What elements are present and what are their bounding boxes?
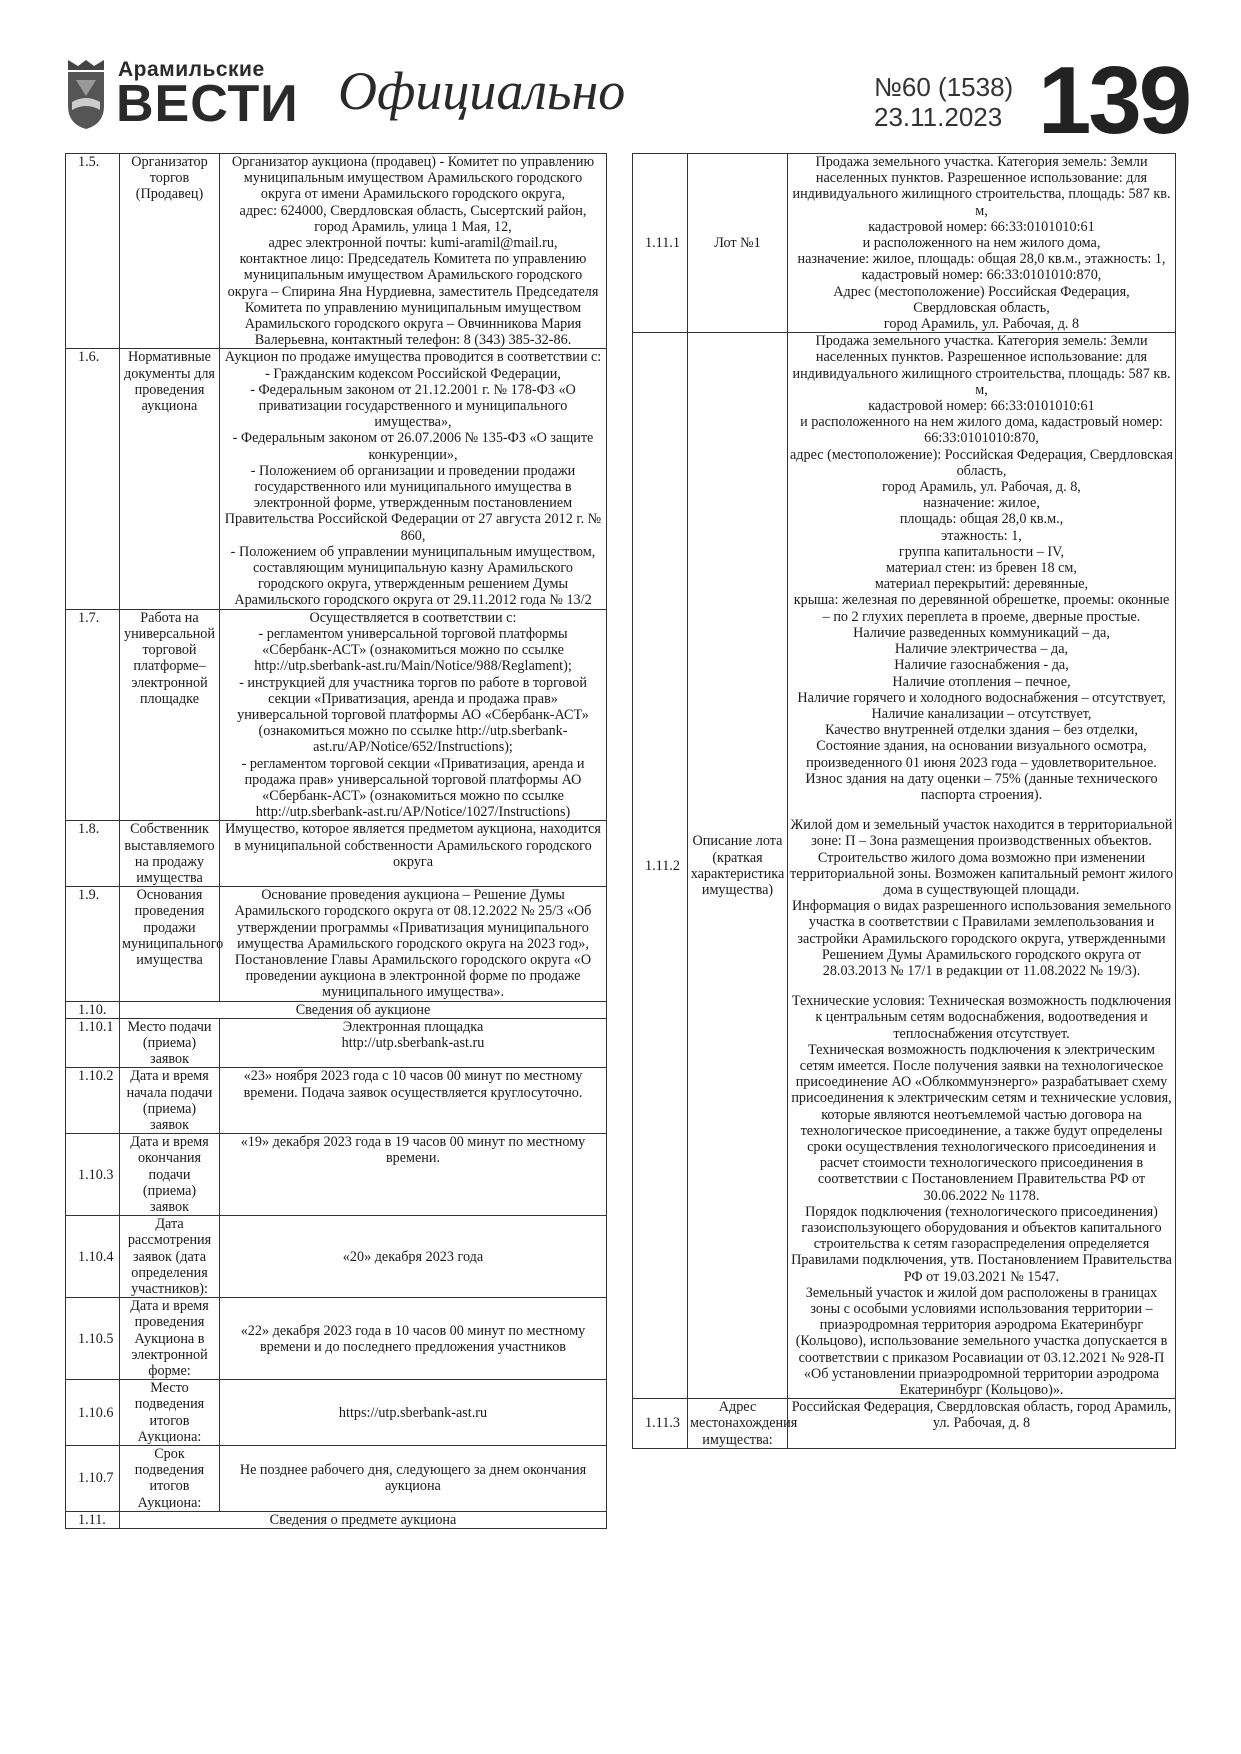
row-content (220, 1446, 607, 1512)
row-label: Основания проведения продажи муниципального имущества (120, 887, 220, 1001)
row-label: Адрес местонахождения имущества: (688, 1399, 788, 1449)
issue-info (874, 72, 1013, 132)
content-line: «23» ноября 2023 года с 10 часов 00 минут по местному времени. Подача заявок осуществляется круглосуточно. (243, 1068, 583, 1101)
content-line (790, 803, 1173, 817)
section-row-auction (66, 1001, 607, 1018)
issue-number: №60 (1538) (874, 72, 1014, 102)
row-number: 1.6. (66, 349, 120, 609)
section-row-subject (66, 1511, 607, 1528)
row-number: 1.10.3 (66, 1134, 120, 1216)
content-line: Качество внутренней отделки здания – без отделки, (825, 722, 1138, 739)
table-row (66, 609, 607, 821)
row-number: 1.8. (66, 821, 120, 887)
row-number: 1.11.2 (633, 333, 688, 1399)
row-content (220, 1216, 607, 1298)
row-content (220, 887, 607, 1001)
row-number: 1.5. (66, 154, 120, 349)
content-line: Информация о видах разрешенного использования земельного участка в соответствии с Правилами землепользования и застройки Арамильского городского округа, утвержденными Решением Думы Арамильского городского округа от 28.03.2013 № 17/1 в редакции от 11.08.2022 № 19/3). (791, 898, 1172, 979)
table-row (633, 1399, 1176, 1449)
table-row (66, 154, 607, 349)
content-line: Порядок подключения (технологического присоединения) газоиспользующего оборудования и объектов капитального строительства к сетям газораспределения определяется Правилами подключения, утв. Постановлением Правительства РФ от 19.03.2021 № 1547. (791, 1203, 1172, 1285)
content-line: Наличие электричества – да, (894, 641, 1069, 658)
content-line: материал перекрытий: деревянные, (874, 576, 1089, 593)
content-line: - регламентом универсальной торговой платформы «Сбербанк-АСТ» (ознакомиться можно по ссылке http://utp.sberbank-ast.ru/Main/Notice/988/Reglament); (254, 625, 572, 675)
content-line: и расположенного на нем жилого дома, кадастровый номер: 66:33:0101010:870, (800, 414, 1163, 447)
content-line: - Федеральным законом от 21.12.2001 г. № 178-ФЗ «О приватизации государственного и муниципального имущества», (250, 381, 576, 431)
table-row (66, 1134, 607, 1216)
content-line: «20» декабря 2023 года (342, 1248, 484, 1265)
content-line: площадь: общая 28,0 кв.м., (899, 511, 1064, 528)
content-line: Наличие газоснабжения - да, (894, 657, 1069, 674)
content-line (790, 979, 1173, 993)
content-line: кадастровой номер: 66:33:0101010:61 (868, 398, 1095, 415)
content-line: Основание проведения аукциона – Решение Думы Арамильского городского округа от 08.12.2022 № 25/3 «Об утверждении программы «Приватизация муниципального имущества Арамильского городского округа на 2023 год», Постановление Главы Арамильского городского округа «О проведении аукциона в электронной форме по продаже муниципального имущества». (234, 887, 592, 1001)
section-title: Сведения о предмете аукциона (120, 1511, 607, 1528)
table-row (66, 1018, 607, 1068)
content-line: назначение: жилое, площадь: общая 28,0 кв.м., этажность: 1, кадастровый номер: 66:33:0101010:870, (797, 251, 1166, 284)
table-row (633, 154, 1176, 333)
content-line: - Федеральным законом от 26.07.2006 № 135-ФЗ «О защите конкуренции», (232, 430, 594, 463)
page-number: 139 (1038, 47, 1190, 154)
content-line: Техническая возможность подключения к электрическим сетям имеется. После получения заявки на технологическое присоединение АО «Облкоммунэнерго» разрабатывает схему присоединения к электрическим сетям и технические условия, которые являются неотъемлемой частью договора на технологическое присоединение, а также будут определены сроки осуществления технологического присоединения и расчет стоимости технологического присоединения в соответствии с Постановлением Правительства РФ от 30.06.2022 № 1178. (791, 1041, 1172, 1204)
row-label: Работа на универсальной торговой платформе–электронной площадке (120, 609, 220, 821)
table-row (66, 1068, 607, 1134)
content-line: - Положением об организации и проведении продажи государственного или муниципального имущества в электронной форме, утвержденным постановлением Правительства Российской Федерации от 27 августа 2012 г. № 860, (224, 462, 602, 544)
content-line: адрес (местоположение): Российская Федерация, Свердловская область, (790, 446, 1174, 479)
content-line: Износ здания на дату оценки – 75% (данные технического паспорта строения). (805, 770, 1158, 803)
row-label: Организатор торгов (Продавец) (120, 154, 220, 349)
table-row (66, 1298, 607, 1380)
content-line: Адрес (местоположение) Российская Федерация, Свердловская область, (833, 283, 1130, 316)
content-line: группа капитальности – IV, (898, 543, 1065, 560)
row-label: Дата рассмотрения заявок (дата определения участников): (120, 1216, 220, 1298)
content-line: http://utp.sberbank-ast.ru (341, 1034, 485, 1051)
content-line: Организатор аукциона (продавец) - Комитет по управлению муниципальным имуществом Арамильского городского округа от имени Арамильского городского округа, (231, 154, 595, 203)
row-content (220, 1134, 607, 1216)
row-content (220, 349, 607, 609)
content-line: Наличие канализации – отсутствует, (871, 705, 1092, 722)
row-label: Лот №1 (688, 154, 788, 333)
content-line: - регламентом торговой секции «Приватизация, аренда и продажа прав» универсальной торговой платформы АО «Сбербанк-АСТ» (ознакомиться можно по ссылке http://utp.sberbank-ast.ru/AP/Notice/1027/Instructions) (241, 755, 585, 821)
section-title: Официально (338, 61, 626, 121)
content-line: - инструкцией для участника торгов по работе в торговой секции «Приватизация, аренда и продажа прав» универсальной торговой платформы АО «Сбербанк-АСТ» (ознакомиться можно по ссылке http://utp.sberbank-ast.ru/AP/Notice/652/Instructions); (237, 674, 589, 756)
table-row (66, 1446, 607, 1512)
content-line: Электронная площадка (342, 1018, 484, 1035)
section-title: Сведения об аукционе (120, 1001, 607, 1018)
content-line: Наличие разведенных коммуникаций – да, (853, 624, 1110, 641)
content-line: Технические условия: Техническая возможность подключения к центральным сетям водоснабжения, водоотведения и теплоснабжения отсутствует. (791, 993, 1172, 1042)
content-line: Продажа земельного участка. Категория земель: Земли населенных пунктов. Разрешенное использование: для индивидуального жилищного строительства, площадь: 587 кв. м, (792, 154, 1171, 219)
row-label: Дата и время проведения Аукциона в электронной форме: (120, 1298, 220, 1380)
content-line: адрес: 624000, Свердловская область, Сысертский район, город Арамиль, улица 1 Мая, 12, (239, 202, 587, 235)
content-line: адрес электронной почты: kumi-aramil@mail.ru, (268, 235, 558, 252)
page-header (62, 47, 1190, 154)
row-number: 1.10.5 (66, 1298, 120, 1380)
content-line: город Арамиль, ул. Рабочая, д. 8 (883, 316, 1080, 333)
content-line: этажность: 1, (941, 527, 1022, 544)
content-line: и расположенного на нем жилого дома, (862, 235, 1101, 252)
table-row (66, 821, 607, 887)
table-row (66, 1380, 607, 1446)
content-line: Осуществляется в соответствии с: (309, 609, 517, 626)
content-line: назначение: жилое, (923, 495, 1040, 512)
content-line: Состояние здания, на основании визуального осмотра, произведенного 01 июня 2023 года – удовлетворительное. (806, 738, 1157, 771)
content-line: https://utp.sberbank-ast.ru (338, 1404, 488, 1421)
row-label: Место подведения итогов Аукциона: (120, 1380, 220, 1446)
content-line: Не позднее рабочего дня, следующего за днем окончания аукциона (239, 1462, 587, 1495)
row-number: 1.10.2 (66, 1068, 120, 1134)
content-line: Продажа земельного участка. Категория земель: Земли населенных пунктов. Разрешенное использование: для индивидуального жилищного строительства, площадь: 587 кв. м, (792, 333, 1171, 398)
content-line: материал стен: из бревен 18 см, (886, 560, 1077, 577)
auction-info-table-left (65, 153, 607, 1529)
content-line: город Арамиль, ул. Рабочая, д. 8, (882, 479, 1081, 496)
row-content (220, 1068, 607, 1134)
row-content (220, 1298, 607, 1380)
section-number: 1.10. (66, 1001, 120, 1018)
content-line: - Гражданским кодексом Российской Федерации, (265, 365, 561, 382)
content-line: «22» декабря 2023 года в 10 часов 00 минут по местному времени и до последнего предложения участников (240, 1322, 586, 1355)
row-content (788, 154, 1176, 333)
row-number: 1.7. (66, 609, 120, 821)
content-line: Жилой дом и земельный участок находится в территориальной зоне: П – Зона размещения производственных объектов. Строительство жилого дома возможно при изменении территориальной зоны. Возможен капитальный ремонт жилого дома в существующей площади. (790, 817, 1173, 898)
row-number: 1.11.3 (633, 1399, 688, 1449)
table-row (66, 1216, 607, 1298)
content-line: Земельный участок и жилой дом расположены в границах зоны с особыми условиями использования территории – приаэродромная территория аэродрома Екатеринбург (Кольцово), использование земельного участка допускается в соответствии с приказом Росавиации от 03.12.2021 № 928-П «Об установлении приаэродромной территории аэродрома Екатеринбург (Кольцово)». (795, 1284, 1168, 1399)
table-row (66, 349, 607, 609)
row-number: 1.10.4 (66, 1216, 120, 1298)
content-line: Российская Федерация, Свердловская область, город Арамиль, ул. Рабочая, д. 8 (791, 1399, 1172, 1432)
row-number: 1.10.7 (66, 1446, 120, 1512)
row-label: Собственник выставляемого на продажу имущества (120, 821, 220, 887)
newspaper-logo (62, 58, 299, 136)
row-content (220, 1018, 607, 1068)
row-content (220, 609, 607, 821)
logo-top-text: Арамильские (118, 58, 265, 81)
row-number: 1.10.6 (66, 1380, 120, 1446)
row-label: Нормативные документы для проведения аукциона (120, 349, 220, 609)
row-content (220, 1380, 607, 1446)
issue-date: 23.11.2023 (874, 102, 1003, 132)
auction-info-table-right (632, 153, 1176, 1449)
section-number: 1.11. (66, 1511, 120, 1528)
content-line: «19» декабря 2023 года в 19 часов 00 минут по местному времени. (240, 1134, 586, 1167)
row-label: Описание лота (краткая характеристика имущества) (688, 333, 788, 1399)
row-number: 1.9. (66, 887, 120, 1001)
row-label: Место подачи (приема) заявок (120, 1018, 220, 1068)
content-line: крыша: железная по деревянной обрешетке, проемы: оконные – по 2 глухих переплета в проеме, дверные простые. (793, 592, 1170, 625)
content-line: Наличие горячего и холодного водоснабжения – отсутствует, (797, 689, 1166, 706)
content-line: Аукцион по продаже имущества проводится в соответствии с: (224, 349, 602, 366)
row-content (220, 821, 607, 887)
row-label: Срок подведения итогов Аукциона: (120, 1446, 220, 1512)
row-label: Дата и время окончания подачи (приема) заявок (120, 1134, 220, 1216)
row-content (788, 333, 1176, 1399)
content-line: кадастровой номер: 66:33:0101010:61 (868, 218, 1095, 235)
coat-of-arms-icon (64, 58, 108, 130)
content-line: Наличие отопления – печное, (892, 673, 1071, 690)
row-label: Дата и время начала подачи (приема) заявок (120, 1068, 220, 1134)
row-content (220, 154, 607, 349)
content-line: Имущество, которое является предметом аукциона, находится в муниципальной собственности Арамильского городского округа (225, 821, 601, 870)
row-number: 1.11.1 (633, 154, 688, 333)
content-line: контактное лицо: Председатель Комитета по управлению муниципальным имуществом Арамильского городского округа – Спирина Яна Нурдиевна, заместитель Председателя Комитета по управлению муниципальным имуществом Арамильского городского округа – Овчинникова Мария Валерьевна, контактный телефон: 8 (343) 385-32-86. (227, 251, 599, 349)
content-line: - Положением об управлении муниципальным имуществом, составляющим муниципальную казну Арамильского городского округа, утвержденным решением Думы Арамильского городского округа от 29.11.2012 года № 13/2 (230, 543, 596, 609)
table-row (633, 333, 1176, 1399)
logo-main-text: ВЕСТИ (116, 75, 299, 133)
row-number: 1.10.1 (66, 1018, 120, 1068)
row-content (788, 1399, 1176, 1449)
table-row (66, 887, 607, 1001)
